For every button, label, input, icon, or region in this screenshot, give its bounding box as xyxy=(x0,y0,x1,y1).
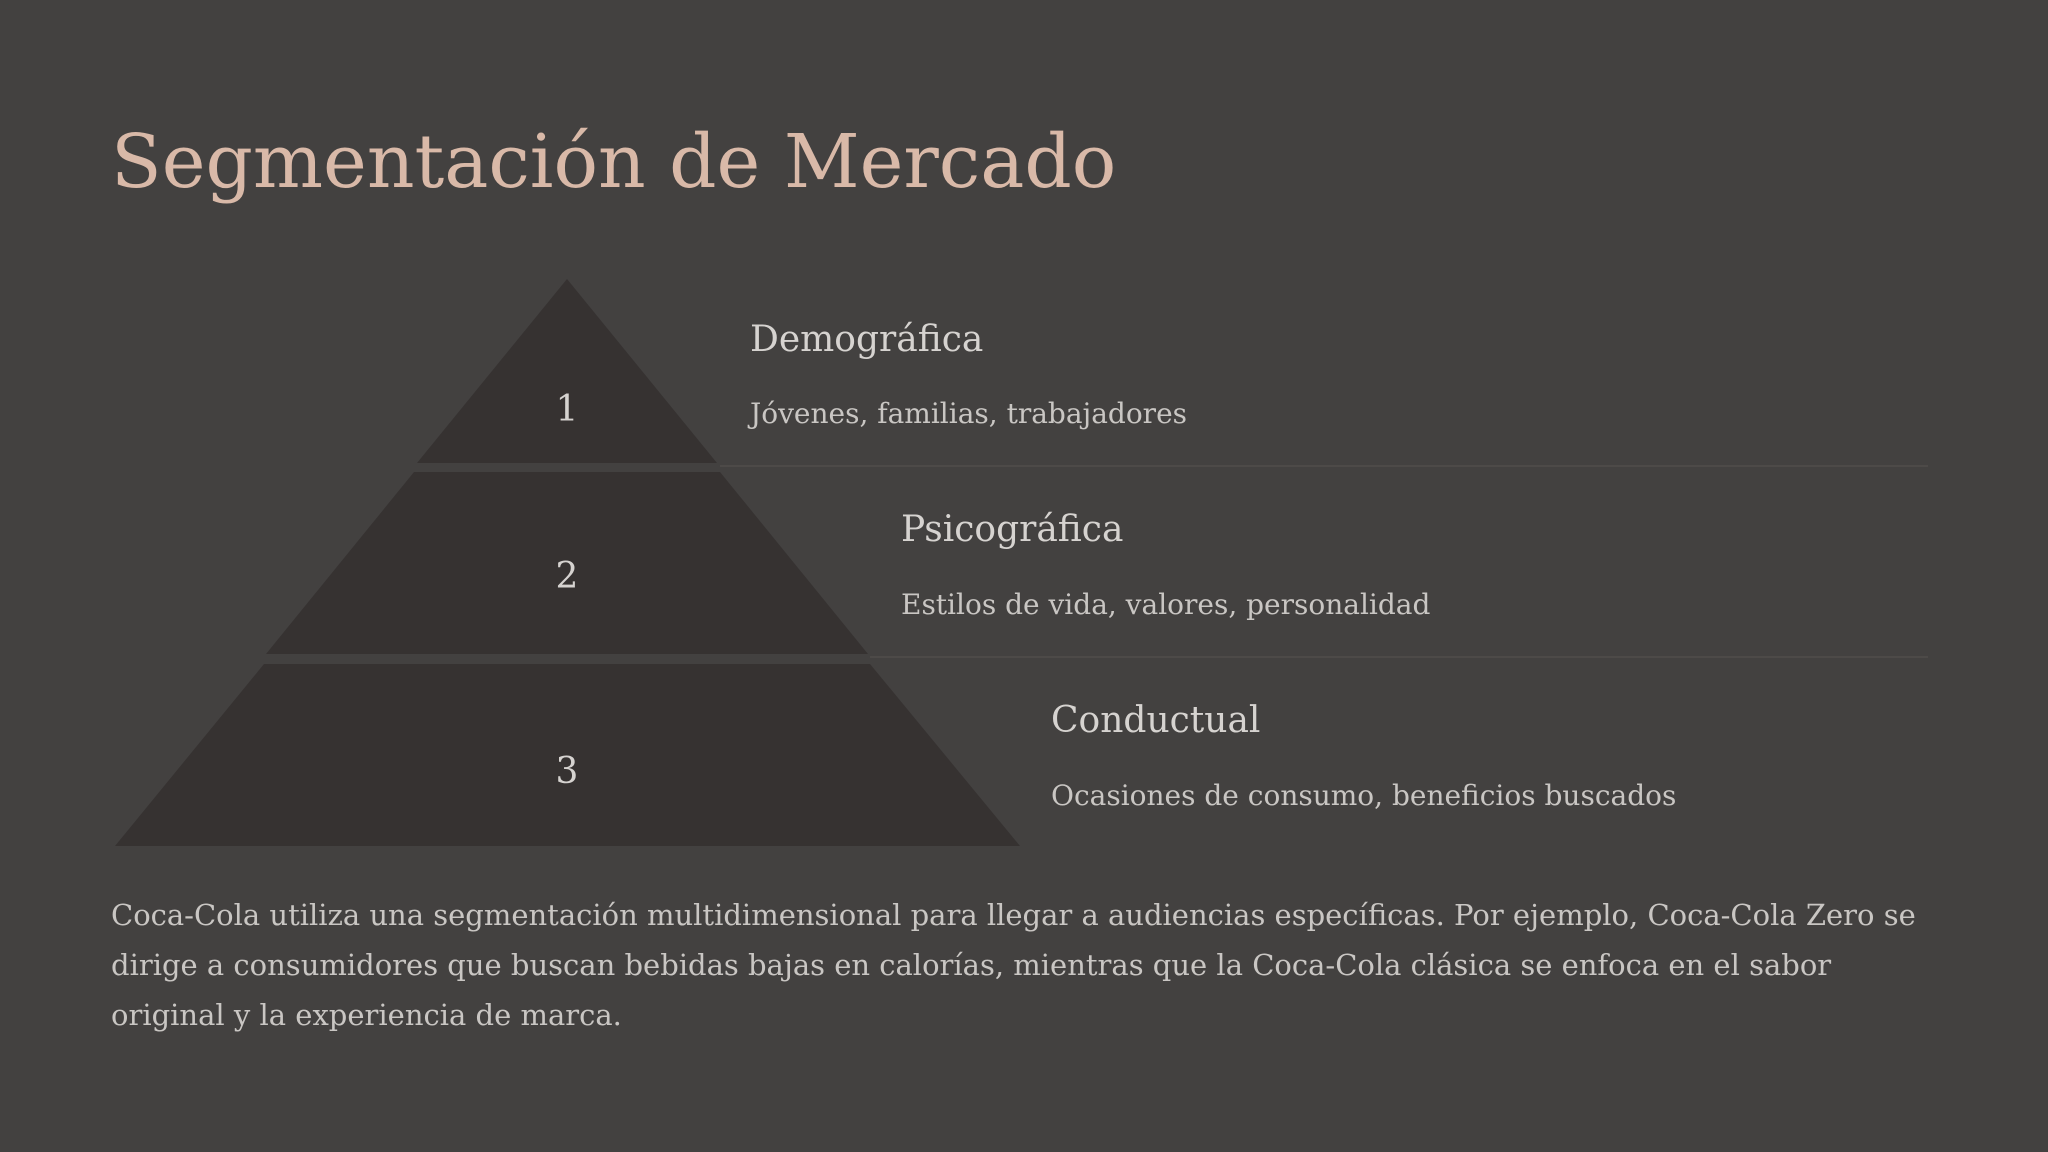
segment-demografica-heading: Demográfica xyxy=(750,319,984,360)
segment-conductual-description: Ocasiones de consumo, beneficios buscados xyxy=(1051,779,1677,812)
pyramid-level-3-number: 3 xyxy=(555,751,579,792)
segment-psicografica-heading: Psicográfica xyxy=(901,509,1124,550)
segment-demografica-description: Jóvenes, familias, trabajadores xyxy=(750,397,1188,430)
pyramid-level-1 xyxy=(417,279,717,463)
divider-1 xyxy=(720,465,1928,467)
segment-psicografica-description: Estilos de vida, valores, personalidad xyxy=(901,588,1431,621)
segment-conductual-heading: Conductual xyxy=(1051,700,1261,741)
pyramid-level-1-number: 1 xyxy=(555,389,579,430)
body-paragraph: Coca-Cola utiliza una segmentación multidimensional para llegar a audiencias específicas. Por ejemplo, Coca-Cola Zero se dirige a consumidores que buscan bebidas bajas en calorías, mientras que la Coca-Cola clásica se enfoca en el sabor original y la experiencia de marca. xyxy=(111,898,1916,1032)
pyramid-level-2-number: 2 xyxy=(555,556,579,597)
slide-title: Segmentación de Mercado xyxy=(111,119,1117,205)
divider-2 xyxy=(870,656,1928,658)
